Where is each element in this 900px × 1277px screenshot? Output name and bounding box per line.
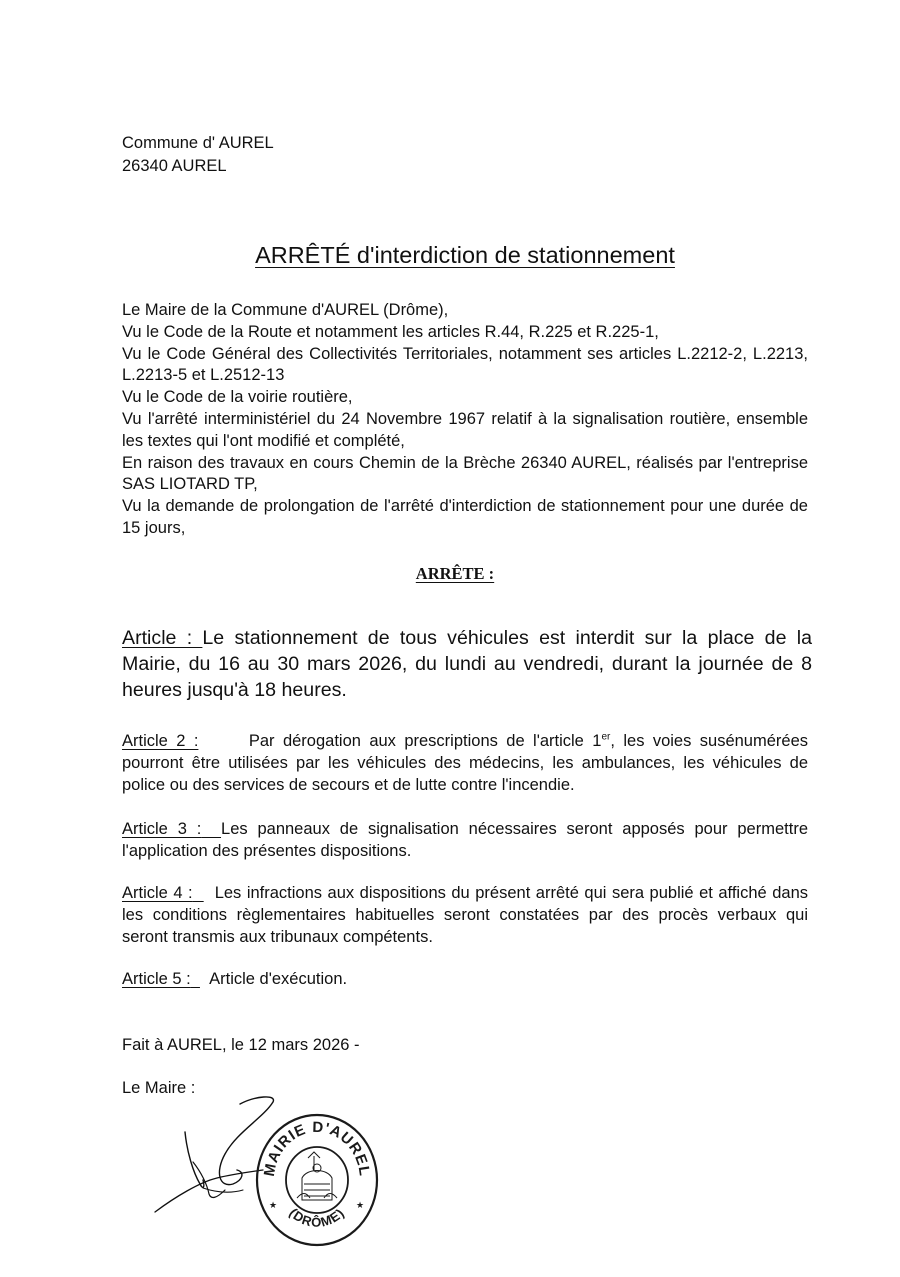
place-and-date: Fait à AUREL, le 12 mars 2026 -: [122, 1036, 360, 1054]
article-5-text: Article d'exécution.: [209, 970, 348, 988]
article-4-text: Les infractions aux dispositions du présent arrêté qui sera publié et affiché dans les conditions règlementaires habituelles seront constatées par des procès verbaux qui seront transmis aux tribunaux compétents.: [122, 884, 808, 946]
decision-heading-text: ARRÊTE :: [415, 564, 495, 583]
svg-text:MAIRIE D'AUREL: [261, 1119, 373, 1178]
preamble: [122, 300, 808, 540]
preamble-line: Vu l'arrêté interministériel du 24 Novembre 1967 relatif à la signalisation routière, ensemble les textes qui l'ont modifié et complété,: [122, 409, 808, 450]
article-5-label: Article 5 :: [122, 970, 191, 988]
article-main: [122, 625, 812, 703]
preamble-line: Vu le Code de la Route et notamment les articles R.44, R.225 et R.225-1,: [122, 322, 659, 341]
article-5: [122, 969, 808, 991]
stamp-emblem: [297, 1152, 337, 1200]
article-3-label: Article 3 :: [122, 820, 202, 838]
stamp-top-text: MAIRIE D'AUREL: [260, 1118, 374, 1178]
official-stamp: [252, 1108, 382, 1248]
article-4: [122, 883, 808, 948]
decision-heading: [0, 563, 900, 585]
article-2-text-cont: , les voies susénumérées pourront être utilisées par les véhicules des médecins, les ambulances, les véhicules de police ou des services de secours et de lutte contre l'incendie.: [122, 732, 808, 794]
stamp-bottom-text: (DRÔME): [286, 1205, 348, 1230]
commune-postcode: 26340 AUREL: [122, 157, 227, 175]
article-4-label: Article 4 :: [122, 884, 193, 902]
article-2-label: Article 2 :: [122, 732, 199, 750]
signatory-title: Le Maire :: [122, 1079, 196, 1097]
document-title-text: ARRÊTÉ d'interdiction de stationnement: [255, 242, 675, 268]
preamble-line: Vu la demande de prolongation de l'arrêté d'interdiction de stationnement pour une durée de 15 jours,: [122, 497, 808, 537]
svg-text:★: ★: [356, 1201, 365, 1211]
article-main-text: Le stationnement de tous véhicules est interdit sur la place de la Mairie, du 16 au 30 mars 2026, du lundi au vendredi, durant la journée de 8 heures jusqu'à 18 heures.: [122, 627, 812, 701]
preamble-line: Vu le Code de la voirie routière,: [122, 388, 353, 407]
article-2: [122, 731, 808, 796]
article-2-superscript: er: [601, 731, 611, 743]
article-main-label: Article :: [122, 627, 203, 649]
article-2-text: Par dérogation aux prescriptions de l'article 1: [248, 732, 602, 750]
document-title: [0, 240, 900, 270]
commune-name: Commune d' AUREL: [122, 134, 274, 152]
article-3: [122, 819, 808, 863]
svg-text:★: ★: [269, 1201, 278, 1211]
sender-address: [122, 132, 274, 178]
svg-text:(DRÔME): [286, 1205, 347, 1230]
preamble-line: En raison des travaux en cours Chemin de la Brèche 26340 AUREL, réalisés par l'entreprise SAS LIOTARD TP,: [122, 453, 808, 494]
article-3-text: Les panneaux de signalisation nécessaires seront apposés pour permettre l'application des présentes dispositions.: [122, 820, 808, 860]
preamble-line: Le Maire de la Commune d'AUREL (Drôme),: [122, 301, 449, 319]
preamble-line: Vu le Code Général des Collectivités Territoriales, notamment ses articles L.2212-2, L.2213, L.2213-5 et L.2512-13: [122, 344, 808, 385]
